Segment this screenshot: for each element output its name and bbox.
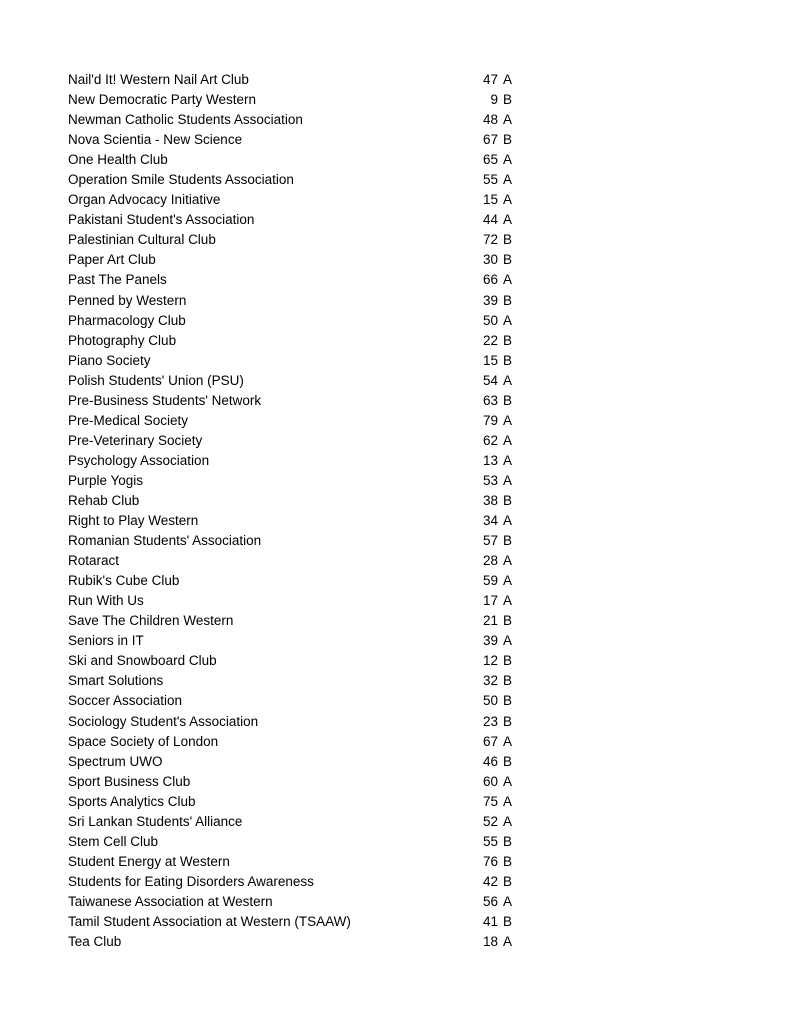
list-item (0, 772, 791, 792)
club-group: A (503, 813, 513, 829)
club-name: Tea Club (68, 934, 122, 950)
club-number: 46 (482, 753, 498, 769)
list-item (0, 451, 791, 471)
club-group: B (503, 392, 513, 408)
club-name: Save The Children Western (68, 613, 234, 629)
club-number: 72 (482, 232, 498, 248)
club-number: 53 (482, 472, 498, 488)
club-group: A (503, 272, 513, 288)
list-item (0, 571, 791, 591)
club-group: A (503, 452, 513, 468)
club-group: B (503, 913, 513, 929)
club-group: B (503, 833, 513, 849)
list-item (0, 431, 791, 451)
club-number: 22 (482, 332, 498, 348)
list-item (0, 471, 791, 491)
club-number: 66 (482, 272, 498, 288)
club-number: 52 (482, 813, 498, 829)
club-name: Pharmacology Club (68, 312, 186, 328)
club-name: Nail'd It! Western Nail Art Club (68, 72, 249, 87)
club-group: A (503, 553, 513, 569)
list-item (0, 611, 791, 631)
list-item (0, 932, 791, 952)
club-group: A (503, 773, 513, 789)
club-group: A (503, 72, 513, 87)
list-item (0, 852, 791, 872)
club-group: B (503, 693, 513, 709)
club-name: Psychology Association (68, 452, 210, 468)
club-name: Pre-Medical Society (68, 412, 189, 428)
club-name: Sports Analytics Club (68, 793, 196, 809)
club-number: 75 (482, 793, 498, 809)
club-name: Student Energy at Western (68, 853, 230, 869)
club-number: 39 (482, 633, 498, 649)
club-name: Taiwanese Association at Western (68, 893, 273, 909)
club-name: Photography Club (68, 332, 177, 348)
club-number: 42 (482, 873, 498, 889)
list-item (0, 792, 791, 812)
club-number: 48 (482, 112, 498, 128)
club-number: 47 (482, 72, 498, 87)
list-item (0, 832, 791, 852)
club-number: 65 (482, 152, 498, 168)
club-group: B (503, 132, 513, 148)
list-item (0, 291, 791, 311)
club-name: Pakistani Student's Association (68, 212, 255, 228)
club-name: Piano Society (68, 352, 151, 368)
club-name: Rotaract (68, 553, 120, 569)
club-name: New Democratic Party Western (68, 92, 257, 108)
club-group: A (503, 893, 513, 909)
list-item (0, 210, 791, 230)
list-item (0, 752, 791, 772)
club-name: Romanian Students' Association (68, 533, 262, 549)
club-number: 60 (482, 773, 498, 789)
list-item (0, 130, 791, 150)
list-item (0, 531, 791, 551)
club-name: Smart Solutions (68, 673, 164, 689)
club-group: B (503, 492, 513, 508)
club-number: 9 (490, 92, 498, 108)
list-item (0, 732, 791, 752)
list-item (0, 110, 791, 130)
club-name: One Health Club (68, 152, 168, 168)
club-number: 13 (482, 452, 498, 468)
club-number: 23 (482, 713, 498, 729)
club-name: Right to Play Western (68, 513, 199, 529)
club-number: 30 (482, 252, 498, 268)
club-group: B (503, 673, 513, 689)
club-group: B (503, 292, 513, 308)
club-group: A (503, 192, 513, 208)
club-number: 32 (482, 673, 498, 689)
club-number: 15 (482, 352, 498, 368)
club-number: 18 (482, 934, 498, 950)
list-item (0, 230, 791, 250)
club-number: 79 (482, 412, 498, 428)
club-name: Purple Yogis (68, 472, 144, 488)
list-item (0, 712, 791, 732)
club-number: 21 (482, 613, 498, 629)
list-item (0, 591, 791, 611)
list-item (0, 391, 791, 411)
club-group: A (503, 112, 513, 128)
club-name: Run With Us (68, 593, 144, 609)
list-item (0, 150, 791, 170)
list-item (0, 912, 791, 932)
club-group: B (503, 613, 513, 629)
club-group: A (503, 593, 513, 609)
club-number: 54 (482, 372, 498, 388)
club-group: A (503, 513, 513, 529)
club-group: B (503, 713, 513, 729)
list-item (0, 270, 791, 290)
club-name: Paper Art Club (68, 252, 156, 268)
club-group: B (503, 252, 513, 268)
list-item (0, 371, 791, 391)
club-group: B (503, 232, 513, 248)
club-group: A (503, 172, 513, 188)
club-group: B (503, 653, 513, 669)
club-number: 76 (482, 853, 498, 869)
club-name: Seniors in IT (68, 633, 144, 649)
club-group: A (503, 934, 513, 950)
list-item (0, 691, 791, 711)
club-group: B (503, 873, 513, 889)
club-number: 34 (482, 513, 498, 529)
list-item (0, 491, 791, 511)
club-number: 63 (482, 392, 498, 408)
list-item (0, 311, 791, 331)
club-name: Newman Catholic Students Association (68, 112, 303, 128)
club-name: Rehab Club (68, 492, 140, 508)
club-number: 55 (482, 172, 498, 188)
club-group: B (503, 853, 513, 869)
club-group: A (503, 793, 513, 809)
club-list (0, 70, 791, 952)
club-number: 50 (482, 312, 498, 328)
club-name: Students for Eating Disorders Awareness (68, 873, 314, 889)
club-group: A (503, 312, 513, 328)
club-group: B (503, 533, 513, 549)
list-item (0, 70, 791, 90)
club-number: 41 (482, 913, 498, 929)
club-number: 44 (482, 212, 498, 228)
club-number: 50 (482, 693, 498, 709)
list-item (0, 651, 791, 671)
club-name: Tamil Student Association at Western (TSAAW) (68, 913, 351, 929)
club-name: Polish Students' Union (PSU) (68, 372, 244, 388)
club-name: Spectrum UWO (68, 753, 163, 769)
club-group: B (503, 352, 513, 368)
club-group: A (503, 212, 513, 228)
club-group: A (503, 573, 513, 589)
club-name: Penned by Western (68, 292, 187, 308)
list-item (0, 551, 791, 571)
club-number: 39 (482, 292, 498, 308)
club-number: 56 (482, 893, 498, 909)
list-item (0, 812, 791, 832)
club-name: Ski and Snowboard Club (68, 653, 217, 669)
club-number: 28 (482, 553, 498, 569)
club-group: A (503, 633, 513, 649)
club-name: Space Society of London (68, 733, 219, 749)
club-number: 15 (482, 192, 498, 208)
club-name: Pre-Business Students' Network (68, 392, 262, 408)
list-item (0, 351, 791, 371)
club-name: Past The Panels (68, 272, 167, 288)
list-item (0, 190, 791, 210)
club-number: 67 (482, 132, 498, 148)
club-number: 17 (482, 593, 498, 609)
list-item (0, 250, 791, 270)
club-name: Sri Lankan Students' Alliance (68, 813, 243, 829)
club-group: A (503, 372, 513, 388)
club-number: 38 (482, 492, 498, 508)
club-name: Nova Scientia - New Science (68, 132, 243, 148)
club-group: A (503, 733, 513, 749)
list-item (0, 872, 791, 892)
club-name: Operation Smile Students Association (68, 172, 294, 188)
club-group: B (503, 332, 513, 348)
list-item (0, 631, 791, 651)
list-item (0, 331, 791, 351)
club-number: 12 (482, 653, 498, 669)
club-name: Sport Business Club (68, 773, 191, 789)
club-group: A (503, 412, 513, 428)
club-group: A (503, 152, 513, 168)
club-group: A (503, 472, 513, 488)
list-item (0, 411, 791, 431)
club-number: 67 (482, 733, 498, 749)
list-item (0, 90, 791, 110)
club-number: 62 (482, 432, 498, 448)
club-name: Pre-Veterinary Society (68, 432, 203, 448)
club-name: Soccer Association (68, 693, 183, 709)
club-name: Rubik's Cube Club (68, 573, 180, 589)
club-name: Palestinian Cultural Club (68, 232, 216, 248)
club-name: Sociology Student's Association (68, 713, 259, 729)
club-name: Organ Advocacy Initiative (68, 192, 221, 208)
list-item (0, 892, 791, 912)
club-group: A (503, 432, 513, 448)
list-item (0, 671, 791, 691)
club-group: B (503, 92, 513, 108)
club-number: 55 (482, 833, 498, 849)
list-item (0, 170, 791, 190)
list-item (0, 511, 791, 531)
club-number: 59 (482, 573, 498, 589)
club-number: 57 (482, 533, 498, 549)
club-name: Stem Cell Club (68, 833, 159, 849)
club-group: B (503, 753, 513, 769)
